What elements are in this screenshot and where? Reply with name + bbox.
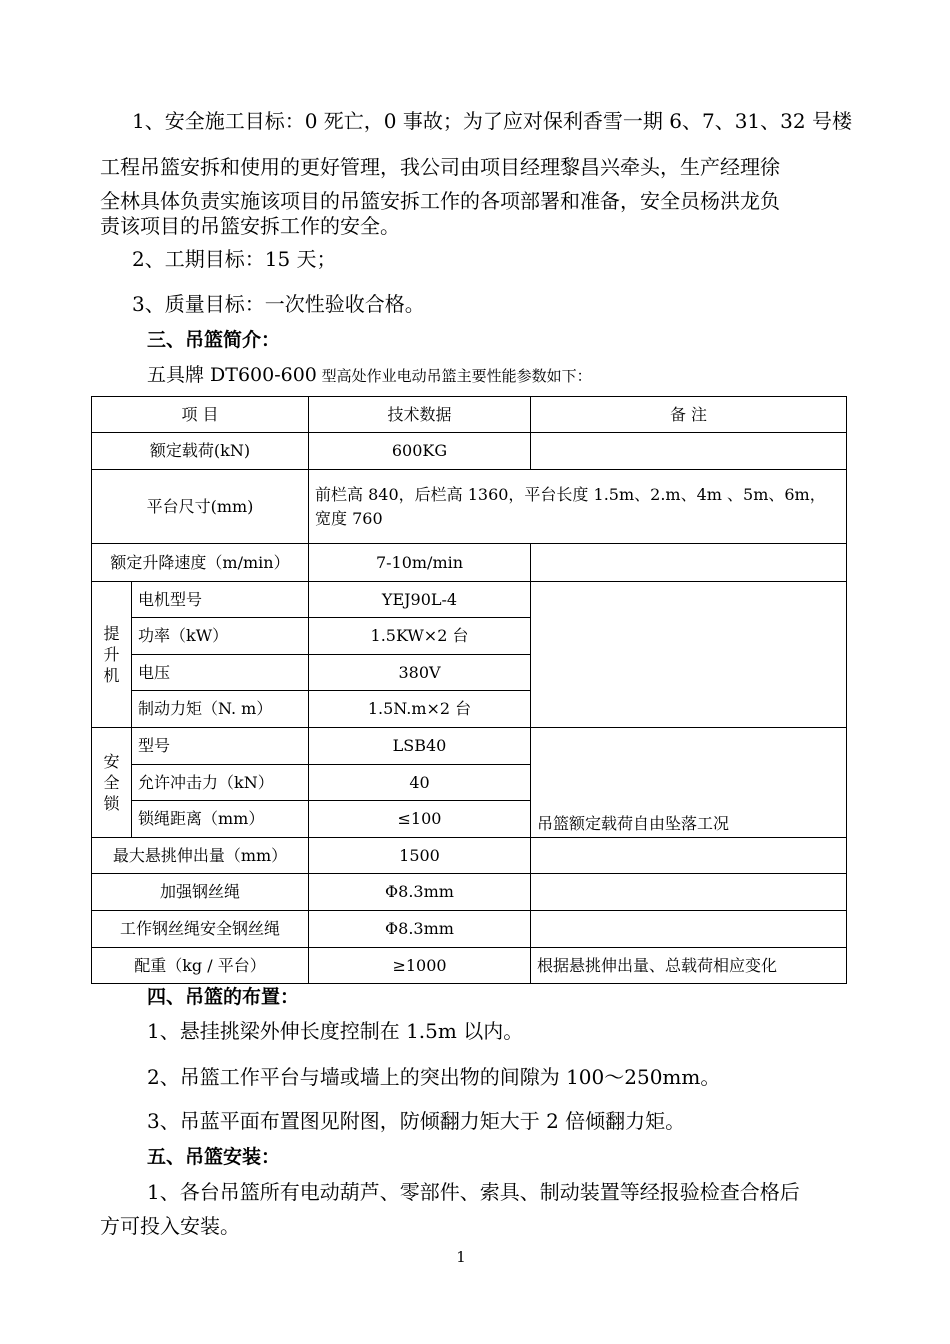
section-4-item: 1、悬挂挑梁外伸长度控制在 1.5m 以内。 (147, 1019, 524, 1043)
label-rated-load: 额定载荷(kN) (92, 433, 309, 470)
label-impact-force: 允许冲击力（kN） (132, 765, 309, 801)
group-hoist-char: 升 (103, 645, 120, 664)
value-voltage: 380V (309, 655, 531, 691)
value-work-rope: Φ8.3mm (309, 911, 531, 948)
value-motor-model: YEJ90L-4 (309, 582, 531, 618)
table-header-row (92, 397, 847, 433)
note-hoist (531, 582, 847, 728)
value-impact-force: 40 (309, 765, 531, 801)
label-reinforced-rope: 加强钢丝绳 (92, 874, 309, 911)
note-max-overhang (531, 838, 847, 874)
note-lift-speed (531, 544, 847, 582)
section-5-item-line1: 1、各台吊篮所有电动葫芦、零部件、索具、制动装置等经报验检查合格后 (147, 1180, 800, 1204)
table-row (92, 544, 847, 582)
label-brake-torque: 制动力矩（N. m） (132, 691, 309, 728)
group-hoist (92, 582, 132, 728)
note-work-rope (531, 911, 847, 948)
note-counterweight: 根据悬挑伸出量、总载荷相应变化 (531, 948, 847, 984)
table-row (92, 874, 847, 911)
label-lock-model: 型号 (132, 728, 309, 765)
table-row (92, 470, 847, 544)
label-lock-distance: 锁绳距离（mm） (132, 801, 309, 838)
paragraph-safety-goal-line3: 全林具体负责实施该项目的吊篮安拆工作的各项部署和准备，安全员杨洪龙负 (100, 189, 780, 213)
spec-table (91, 396, 847, 984)
header-remarks: 备 注 (531, 397, 847, 433)
value-power: 1.5KW×2 台 (309, 618, 531, 655)
note-rated-load (531, 433, 847, 470)
value-max-overhang: 1500 (309, 838, 531, 874)
intro-model: 五具牌 DT600-600 (147, 364, 317, 386)
label-voltage: 电压 (132, 655, 309, 691)
paragraph-schedule-goal: 2、工期目标：15 天； (132, 247, 337, 271)
page-number: 1 (456, 1248, 466, 1266)
value-reinforced-rope: Φ8.3mm (309, 874, 531, 911)
label-counterweight: 配重（kg / 平台） (92, 948, 309, 984)
section-5-heading: 五、吊篮安装： (147, 1146, 281, 1168)
value-lock-model: LSB40 (309, 728, 531, 765)
header-tech-data: 技术数据 (309, 397, 531, 433)
paragraph-safety-goal-line4: 责该项目的吊篮安拆工作的安全。 (100, 214, 400, 238)
note-reinforced-rope (531, 874, 847, 911)
group-safety-lock-char: 锁 (103, 794, 120, 813)
table-row (92, 582, 847, 618)
label-motor-model: 电机型号 (132, 582, 309, 618)
table-row (92, 838, 847, 874)
header-item: 项 目 (92, 397, 309, 433)
group-safety-lock (92, 728, 132, 838)
label-platform-size: 平台尺寸(mm) (92, 470, 309, 544)
section-4-item: 2、吊篮工作平台与墙或墙上的突出物的间隙为 100～250mm。 (147, 1065, 721, 1089)
paragraph-quality-goal: 3、质量目标：一次性验收合格。 (132, 292, 425, 316)
section-3-intro (147, 362, 899, 389)
label-lift-speed: 额定升降速度（m/min） (92, 544, 309, 582)
group-safety-lock-char: 安 (103, 752, 120, 771)
value-lift-speed: 7-10m/min (309, 544, 531, 582)
value-lock-distance: ≤100 (309, 801, 531, 838)
group-hoist-char: 提 (103, 624, 120, 643)
table-row (92, 911, 847, 948)
note-safety-lock: 吊篮额定载荷自由坠落工况 (531, 728, 847, 838)
section-3-heading: 三、吊篮简介： (147, 329, 281, 351)
table-row (92, 433, 847, 470)
paragraph-safety-goal-line2: 工程吊篮安拆和使用的更好管理，我公司由项目经理黎昌兴牵头，生产经理徐 (100, 155, 780, 179)
section-5-item-line2: 方可投入安装。 (100, 1214, 240, 1238)
label-power: 功率（kW） (132, 618, 309, 655)
paragraph-safety-goal-line1: 1、安全施工目标：0 死亡，0 事故；为了应对保利香雪一期 6、7、31、32 号楼 (132, 109, 852, 133)
label-work-rope: 工作钢丝绳安全钢丝绳 (92, 911, 309, 948)
table-row (92, 948, 847, 984)
section-4-heading: 四、吊篮的布置： (147, 986, 300, 1008)
value-brake-torque: 1.5N.m×2 台 (309, 691, 531, 728)
group-hoist-char: 机 (103, 666, 120, 685)
intro-description: 型高处作业电动吊篮主要性能参数如下： (316, 367, 592, 385)
section-4-item: 3、吊蓝平面布置图见附图，防倾翻力矩大于 2 倍倾翻力矩。 (147, 1109, 686, 1133)
group-safety-lock-char: 全 (103, 773, 120, 792)
value-platform-size: 前栏高 840，后栏高 1360，平台长度 1.5m、2.m、4m 、5m、6m，宽度 760 (309, 470, 847, 544)
value-rated-load: 600KG (309, 433, 531, 470)
value-counterweight: ≥1000 (309, 948, 531, 984)
table-row (92, 728, 847, 765)
label-max-overhang: 最大悬挑伸出量（mm） (92, 838, 309, 874)
